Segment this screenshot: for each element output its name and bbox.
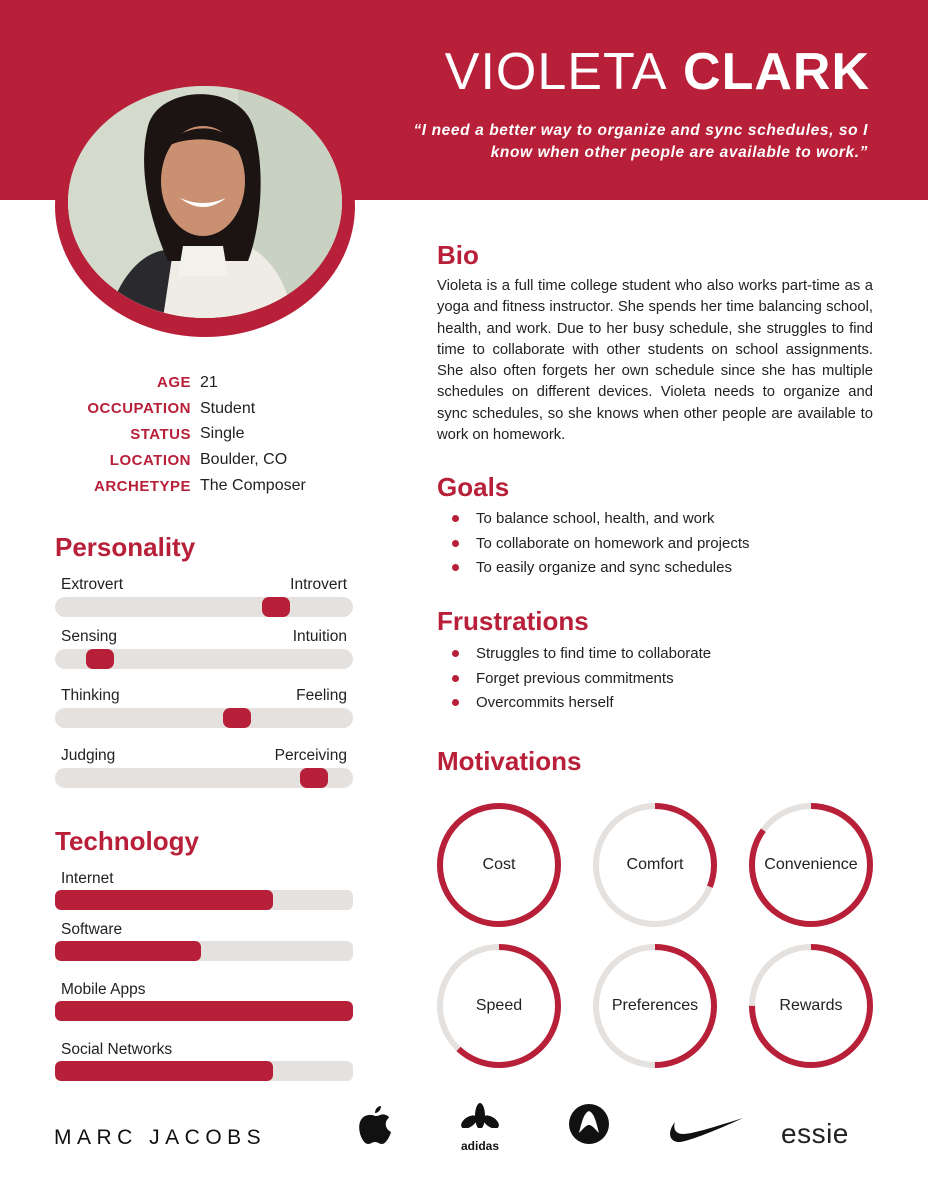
adidas-wordmark: adidas — [460, 1139, 499, 1153]
demographics — [0, 370, 340, 499]
tech-fill — [55, 890, 273, 910]
brand-logos — [0, 1098, 928, 1168]
lululemon-icon — [568, 1103, 610, 1145]
demo-label: STATUS — [130, 425, 191, 443]
tech-bar — [55, 1041, 353, 1081]
list-item: Overcommits herself — [452, 691, 711, 716]
tech-label: Mobile Apps — [61, 981, 146, 998]
tech-label: Social Networks — [61, 1041, 173, 1058]
motivation-ring — [747, 801, 875, 929]
list-item: Forget previous commitments — [452, 667, 711, 692]
tech-track — [55, 941, 353, 961]
tech-label: Software — [61, 921, 123, 938]
trait-left-label: Sensing — [61, 628, 118, 645]
trait-track — [55, 649, 353, 669]
tech-fill — [55, 1001, 353, 1021]
motivation-label: Rewards — [779, 997, 843, 1014]
tech-fill — [55, 941, 201, 961]
demo-label: LOCATION — [109, 451, 191, 469]
trait-track — [55, 768, 353, 788]
trait-track — [55, 708, 353, 728]
motivations-title: Motivations — [437, 746, 582, 776]
personality-slider — [55, 747, 353, 788]
demo-label: ARCHETYPE — [93, 477, 191, 495]
list-item: Struggles to find time to collaborate — [452, 642, 711, 667]
bio-text: Violeta is a full time college student who also works part-time as a yoga and fitness instructor. She spends her time balancing school, health, and work. Due to her busy schedule, she struggles to find time to collaborate with other students on school assignments. She also often forgets her own schedule since she has multiple schedules on different devices. Violeta needs to organize and sync schedules, so she knows when other people are available to work on homework. — [437, 278, 873, 444]
tech-bar — [55, 921, 353, 961]
personality-slider — [55, 687, 353, 728]
goals-list — [452, 507, 750, 581]
demo-row-age — [0, 370, 340, 396]
demo-value: Student — [200, 399, 256, 417]
adidas-logo — [455, 1102, 505, 1152]
personality-slider — [55, 628, 353, 669]
frustrations-title: Frustrations — [437, 606, 589, 636]
bio-title: Bio — [437, 240, 479, 270]
trait-knob — [300, 768, 328, 788]
list-item: To balance school, health, and work — [452, 507, 750, 532]
trait-right-label: Intuition — [292, 628, 347, 645]
motivation-ring — [747, 942, 875, 1070]
tech-track — [55, 890, 353, 910]
last-name: CLARK — [683, 43, 870, 101]
demo-row-occupation — [0, 396, 340, 422]
demo-row-status — [0, 422, 340, 448]
list-item: To collaborate on homework and projects — [452, 532, 750, 557]
tech-track — [55, 1061, 353, 1081]
motivation-ring — [591, 942, 719, 1070]
frustrations-list — [452, 642, 711, 716]
persona-quote: “I need a better way to organize and sync schedules, so I know when other people are available to work.” — [413, 122, 868, 161]
motivation-label: Convenience — [764, 856, 858, 873]
list-item: To easily organize and sync schedules — [452, 556, 750, 581]
motivation-label: Speed — [475, 997, 523, 1014]
motivation-label: Preferences — [611, 997, 699, 1014]
trait-right-label: Feeling — [296, 687, 347, 704]
trait-left-label: Extrovert — [61, 576, 124, 593]
demo-value: 21 — [200, 373, 218, 391]
demo-row-location — [0, 447, 340, 473]
demo-label: AGE — [156, 374, 191, 392]
trait-left-label: Judging — [61, 747, 116, 764]
demo-value: The Composer — [200, 477, 306, 495]
motivation-ring — [435, 942, 563, 1070]
nike-swoosh-icon — [667, 1112, 745, 1144]
motivation-ring — [435, 801, 563, 929]
persona-photo — [68, 86, 342, 318]
demo-row-archetype — [0, 473, 340, 499]
technology-title: Technology — [55, 826, 199, 856]
tech-label: Internet — [61, 870, 114, 887]
apple-icon — [357, 1104, 393, 1146]
trait-knob — [262, 597, 290, 617]
demo-value: Single — [200, 425, 245, 443]
personality-slider — [55, 576, 353, 617]
trait-right-label: Introvert — [290, 576, 347, 593]
trait-knob — [223, 708, 251, 728]
tech-bar — [55, 870, 353, 910]
trefoil-icon — [455, 1102, 505, 1136]
first-name: VIOLETA — [444, 43, 668, 101]
motivation-ring — [591, 801, 719, 929]
tech-bar — [55, 981, 353, 1021]
personality-title: Personality — [55, 532, 196, 562]
tech-track — [55, 1001, 353, 1021]
tech-fill — [55, 1061, 273, 1081]
goals-title: Goals — [437, 472, 510, 502]
marc-jacobs-logo: MARC JACOBS — [54, 1126, 267, 1149]
persona-name — [445, 42, 870, 102]
trait-track — [55, 597, 353, 617]
demo-value: Boulder, CO — [200, 451, 288, 469]
essie-logo: essie — [781, 1118, 849, 1149]
motivation-label: Cost — [482, 856, 516, 873]
demo-label: OCCUPATION — [87, 400, 191, 418]
trait-right-label: Perceiving — [274, 747, 347, 764]
motivation-label: Comfort — [626, 856, 684, 873]
trait-left-label: Thinking — [61, 687, 120, 704]
trait-knob — [86, 649, 114, 669]
